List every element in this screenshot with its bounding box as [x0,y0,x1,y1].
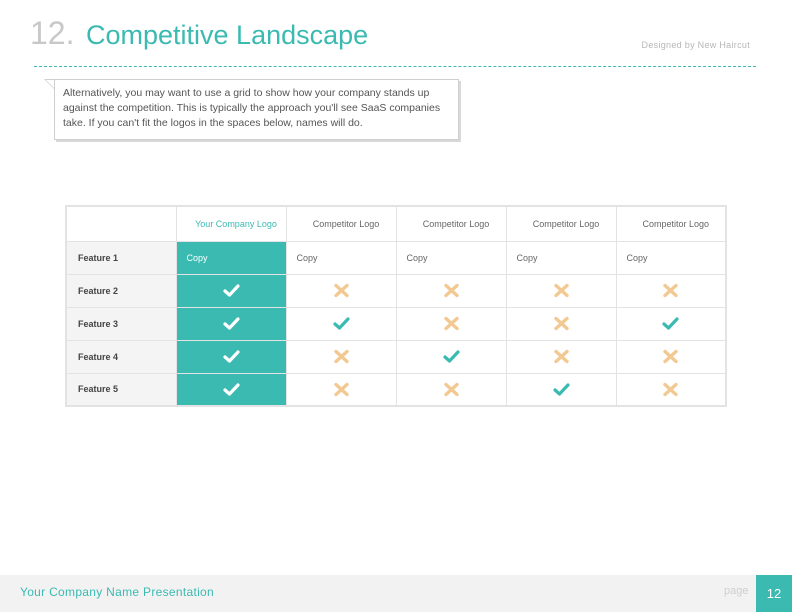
mark-cell [506,373,616,406]
column-header-competitor: Competitor Logo [616,206,726,241]
check-icon [223,382,240,397]
column-header-competitor: Competitor Logo [396,206,506,241]
designer-credit: Designed by New Haircut [641,40,750,50]
mark-cell [616,307,726,340]
callout-box [54,79,459,140]
cross-icon [333,382,350,397]
table-row [66,274,726,307]
mark-cell [396,274,506,307]
feature-label: Feature 3 [66,307,176,340]
check-icon [443,349,460,364]
mark-cell [286,340,396,373]
check-icon [223,349,240,364]
page-title: Competitive Landscape [86,20,369,50]
mark-cell [506,340,616,373]
header-divider [34,66,756,67]
mark-cell [616,274,726,307]
mark-cell [396,307,506,340]
column-header-competitor: Competitor Logo [506,206,616,241]
cross-icon [553,349,570,364]
footer-page-label: page [724,585,749,597]
mark-cell [176,340,286,373]
mark-cell [176,373,286,406]
mark-cell [176,307,286,340]
copy-cell: Copy [176,241,286,274]
copy-cell: Copy [506,241,616,274]
footer-company-name: Your Company Name Presentation [20,585,214,599]
check-icon [223,316,240,331]
mark-cell [286,274,396,307]
cross-icon [333,349,350,364]
feature-label: Feature 5 [66,373,176,406]
column-header-your-company: Your Company Logo [176,206,286,241]
cross-icon [333,283,350,298]
copy-cell: Copy [616,241,726,274]
feature-label: Feature 1 [66,241,176,274]
mark-cell [506,274,616,307]
mark-cell [616,373,726,406]
mark-cell [286,373,396,406]
mark-cell [396,340,506,373]
cross-icon [553,283,570,298]
mark-cell [176,274,286,307]
feature-label: Feature 4 [66,340,176,373]
cross-icon [662,283,679,298]
footer-page-number: 12 [756,575,792,612]
mark-cell [506,307,616,340]
table-row [66,373,726,406]
grid-header-row [66,206,726,241]
cross-icon [553,316,570,331]
feature-label: Feature 2 [66,274,176,307]
callout-tail-inner [46,80,54,88]
cross-icon [443,283,460,298]
slide-number: 12. [30,15,75,51]
copy-cell: Copy [286,241,396,274]
table-row [66,241,726,274]
callout-text: Alternatively, you may want to use a grid to show how your company stands up against the competition. This is typically the approach you'll see SaaS companies take. If you can't fit the logos in the spaces below, names will do. [63,87,441,129]
table-row [66,307,726,340]
check-icon [662,316,679,331]
mark-cell [616,340,726,373]
mark-cell [286,307,396,340]
check-icon [553,382,570,397]
footer-bar [0,575,792,612]
cross-icon [443,316,460,331]
table-row [66,340,726,373]
cross-icon [443,382,460,397]
copy-cell: Copy [396,241,506,274]
comparison-grid [65,205,727,407]
mark-cell [396,373,506,406]
check-icon [333,316,350,331]
grid-corner-cell [66,206,176,241]
cross-icon [662,349,679,364]
cross-icon [662,382,679,397]
column-header-competitor: Competitor Logo [286,206,396,241]
check-icon [223,283,240,298]
